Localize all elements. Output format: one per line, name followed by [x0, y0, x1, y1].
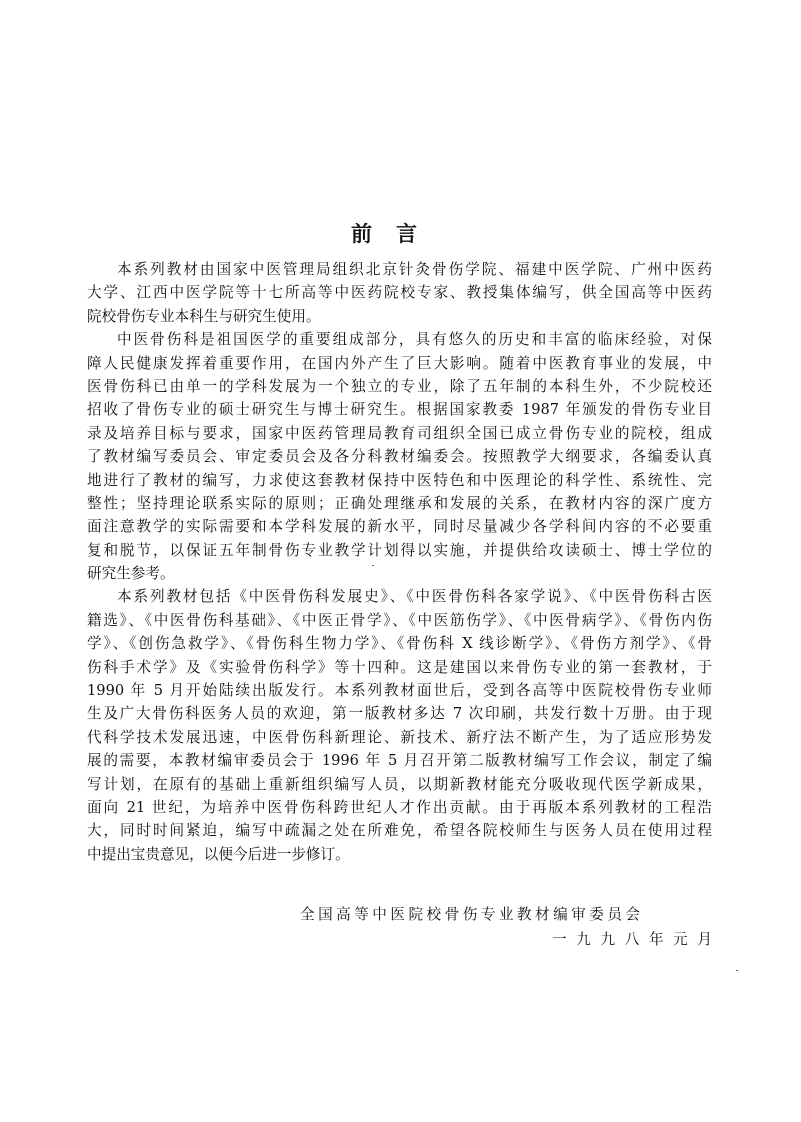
text-line: 中医骨伤科是祖国医学的重要组成部分，具有悠久的历史和丰富的临床经验，对保: [117, 331, 712, 349]
text-line: 了教材编写委员会、审定委员会及各分科教材编委会。按照教学大纲要求，各编委认真: [87, 448, 712, 466]
scan-speck: [372, 565, 374, 566]
preface-body: [87, 258, 712, 866]
text-line: 复和脱节，以保证五年制骨伤专业教学计划得以实施，并提供给攻读硕士、博士学位的: [87, 541, 712, 559]
text-line: 院校骨伤专业本科生与研究生使用。: [87, 307, 321, 325]
text-line: 1990 年 5 月开始陆续出版发行。本系列教材面世后，受到各高等中医院校骨伤专业师: [87, 682, 712, 700]
text-line: 展的需要，本教材编审委员会于 1996 年 5 月召开第二版教材编写工作会议，制定了编: [87, 752, 712, 770]
paragraph: [87, 328, 712, 585]
page-title: 前言: [351, 221, 441, 246]
text-line: 面向 21 世纪，为培养中医骨伤科跨世纪人才作出贡献。由于再版本系列教材的工程浩: [87, 798, 712, 816]
text-line: 生及广大骨伤科医务人员的欢迎，第一版教材多达 7 次印刷，共发行数十万册。由于现: [87, 705, 712, 723]
scan-speck: [736, 970, 738, 971]
text-line: 医骨伤科已由单一的学科发展为一个独立的专业，除了五年制的本科生外，不少院校还: [87, 377, 712, 395]
text-line: 研究生参考。: [87, 565, 175, 583]
text-line: 大，同时时间紧迫，编写中疏漏之处在所难免，希望各院校师生与医务人员在使用过程: [87, 822, 712, 840]
text-line: 写计划，在原有的基础上重新组织编写人员，以期新教材能充分吸收现代医学新成果，: [87, 775, 712, 793]
text-line: 学》、《创伤急救学》、《骨伤科生物力学》、《骨伤科 X 线诊断学》、《骨伤方剂学》、《骨: [87, 635, 712, 653]
paragraph: [87, 258, 712, 328]
text-line: 代科学技术发展迅速，中医骨伤科新理论、新技术、新疗法不断产生，为了适应形势发: [87, 728, 712, 746]
text-line: 地进行了教材的编写，力求使这套教材保持中医特色和中医理论的科学性、系统性、完: [87, 471, 712, 489]
text-line: 录及培养目标与要求，国家中医药管理局教育司组织全国已成立骨伤专业的院校，组成: [87, 424, 712, 442]
paragraph: [87, 585, 712, 866]
text-line: 障人民健康发挥着重要作用，在国内外产生了巨大影响。随着中医教育事业的发展，中: [87, 354, 712, 372]
text-line: 招收了骨伤专业的硕士研究生与博士研究生。根据国家教委 1987 年颁发的骨伤专业目: [87, 401, 712, 419]
text-line: 本系列教材包括《中医骨伤科发展史》、《中医骨伤科各家学说》、《中医骨伤科古医: [117, 588, 712, 606]
text-line: 整性；坚持理论联系实际的原则；正确处理继承和发展的关系，在教材内容的深广度方: [87, 494, 712, 512]
signature-date: 一九九八年元月: [552, 931, 712, 948]
text-line: 大学、江西中医学院等十七所高等中医药院校专家、教授集体编写，供全国高等中医药: [87, 284, 712, 302]
text-line: 伤科手术学》及《实验骨伤科学》等十四种。这是建国以来骨伤专业的第一套教材，于: [87, 658, 712, 676]
text-line: 籍选》、《中医骨伤科基础》、《中医正骨学》、《中医筋伤学》、《中医骨病学》、《骨伤内伤: [87, 611, 712, 629]
text-line: 本系列教材由国家中医管理局组织北京针灸骨伤学院、福建中医学院、广州中医药: [117, 261, 712, 278]
text-line: 面注意教学的实际需要和本学科发展的新水平，同时尽量减少各学科间内容的不必要重: [87, 518, 712, 536]
signature-organization: 全国高等中医院校骨伤专业教材编审委员会: [300, 906, 640, 923]
text-line: 中提出宝贵意见，以便今后进一步修订。: [87, 845, 350, 863]
